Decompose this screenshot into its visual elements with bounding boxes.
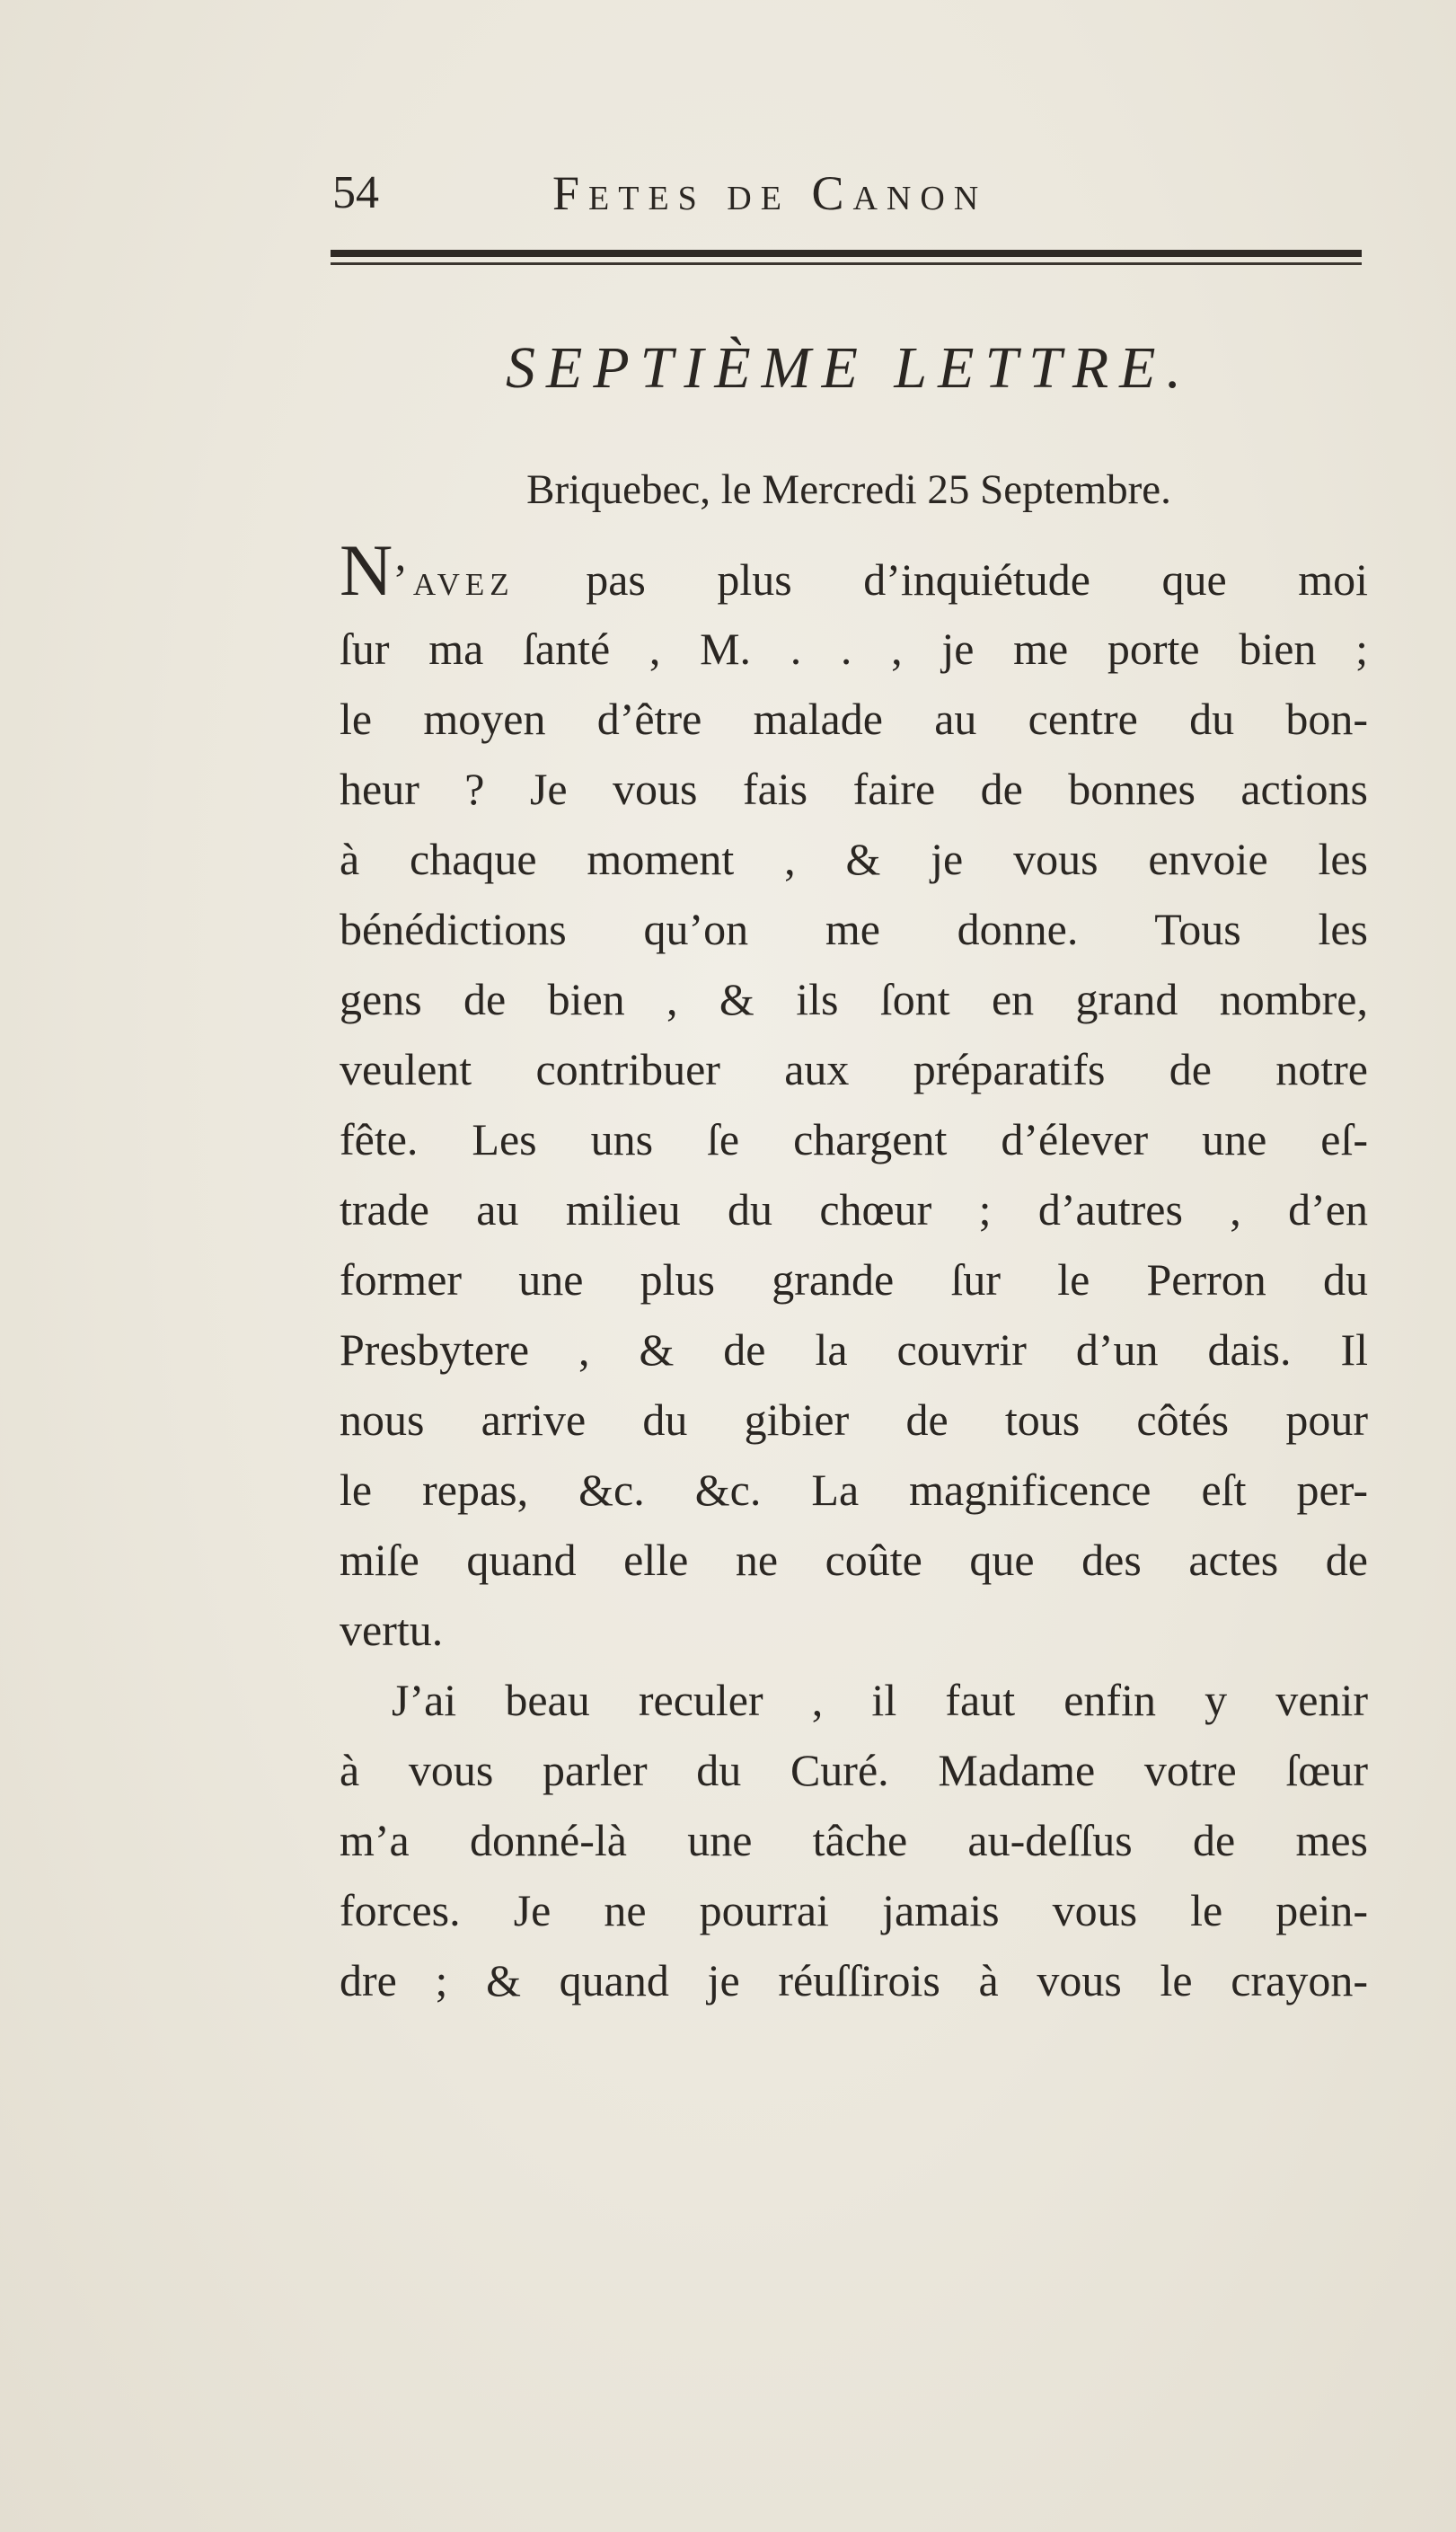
text-line: nous arrive du gibier de tous côtés pour [340,1394,1368,1445]
text-line: à chaque moment , & je vous envoie les [340,834,1368,884]
text-line: forces. Je ne pourrai jamais vous le pein- [340,1885,1368,1935]
text-line: à vous parler du Curé. Madame votre ſœur [340,1745,1368,1795]
running-title: Fetes de Canon [552,166,988,220]
drop-cap: N [340,529,393,611]
text-line: m’a donné-là une tâche au-deſſus de mes [340,1815,1368,1865]
text-line: dre ; & quand je réuſſirois à vous le crayon- [340,1955,1368,2005]
text-line: fête. Les uns ſe chargent d’élever une eſ- [340,1114,1368,1164]
text-line: heur ? Je vous fais faire de bonnes actions [340,764,1368,814]
text-line: trade au milieu du chœur ; d’autres , d’en [340,1184,1368,1235]
text-line-content: pas plus d’inquiétude que moi [514,554,1368,605]
header-rule-thin [331,262,1362,265]
chapter-title: SEPTIÈME LETTRE. [506,335,1192,401]
text-line: miſe quand elle ne coûte que des actes de [340,1535,1368,1585]
text-line: vertu. [340,1605,444,1655]
text-line: le repas, &c. &c. La magnificence eſt per- [340,1465,1368,1515]
text-line: gens de bien , & ils ſont en grand nombre, [340,974,1368,1024]
text-line: ſur ma ſanté , M. . . , je me porte bien ; [340,624,1368,674]
page-header [332,162,1365,225]
small-caps-word: ’avez [393,554,515,605]
header-rule-thick [331,250,1362,257]
text-line: J’ai beau reculer , il faut enfin y venir [392,1675,1368,1725]
text-line: veulent contribuer aux préparatifs de notre [340,1044,1368,1094]
body-text [340,529,1368,2015]
dateline: Briquebec, le Mercredi 25 Septembre. [526,466,1171,513]
text-line: former une plus grande ſur le Perron du [340,1254,1368,1305]
text-line: bénédictions qu’on me donne. Tous les [340,904,1368,954]
page-number: 54 [332,167,379,218]
text-line: Presbytere , & de la couvrir d’un dais. Il [340,1324,1368,1375]
text-line: le moyen d’être malade au centre du bon- [340,694,1368,744]
text-line [340,529,1368,614]
